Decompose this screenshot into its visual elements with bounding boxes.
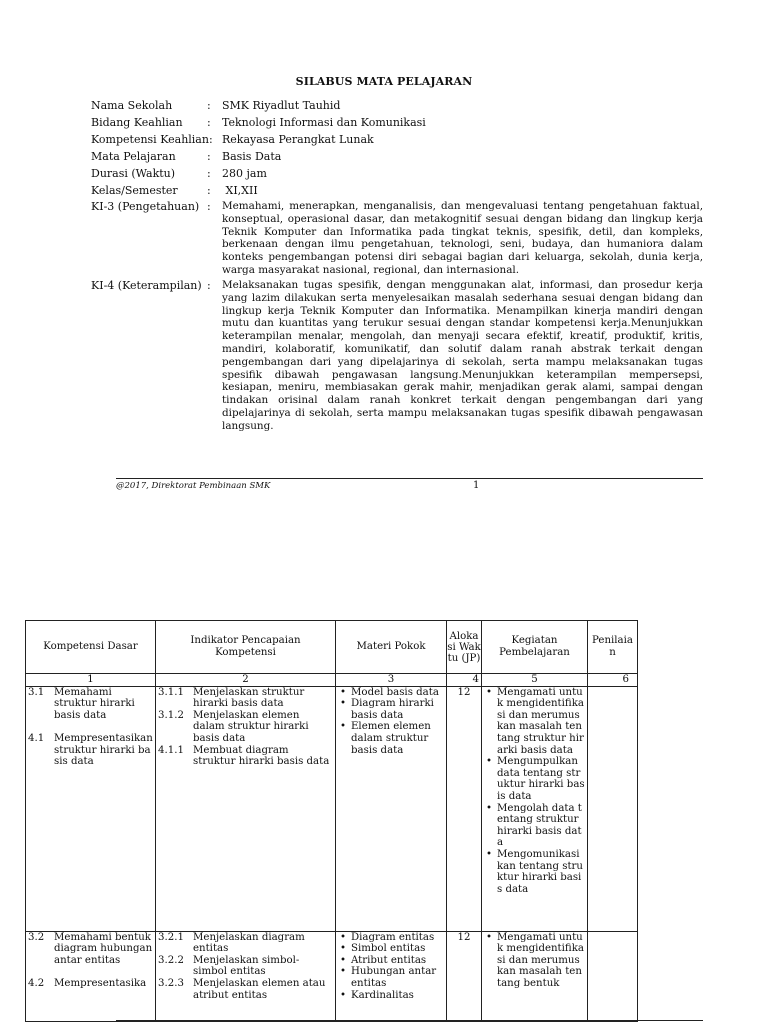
indikator-text: Menjelaskan struktur hirarki basis data [193, 686, 305, 710]
syllabus-table [25, 620, 638, 1022]
meta-value: Teknologi Informasi dan Komunikasi [222, 116, 426, 129]
footer-divider [116, 478, 703, 479]
indikator-number: 3.1.1 [158, 686, 184, 698]
alokasi-cell: 12 [447, 686, 482, 931]
kegiatan-cell [482, 931, 588, 1021]
materi-item: • Model basis data [338, 687, 444, 699]
meta-label: Bidang Keahlian [91, 116, 183, 129]
column-number: 2 [156, 674, 336, 687]
kd-number: 4.1 [28, 732, 45, 744]
header-materi-pokok: Materi Pokok [336, 621, 447, 674]
kd-number: 3.2 [28, 931, 45, 943]
materi-item: • Elemen elemen dalam struktur basis data [338, 721, 444, 756]
column-number: 6 [588, 674, 638, 687]
table-row [26, 686, 638, 931]
table-column-number-row [26, 674, 638, 687]
meta-label: Nama Sekolah [91, 99, 173, 112]
indikator-item [158, 710, 333, 745]
indikator-item [158, 687, 333, 710]
meta-separator: : [209, 133, 213, 146]
ki4-label: KI-4 (Keterampilan) [91, 279, 202, 292]
column-number: 1 [26, 674, 156, 687]
bottom-footer-divider [116, 1020, 703, 1021]
meta-separator: : [207, 150, 211, 163]
meta-separator: : [207, 116, 211, 129]
ki4-separator: : [207, 279, 211, 292]
penilaian-cell [588, 931, 638, 1021]
indikator-text: Membuat diagram struktur hirarki basis data [193, 744, 330, 768]
column-number: 4 [447, 674, 482, 687]
meta-separator: : [207, 99, 211, 112]
meta-separator: : [207, 167, 211, 180]
kd-item [28, 932, 153, 967]
page-number: 1 [473, 480, 480, 491]
meta-separator: : [207, 184, 211, 197]
table-row [26, 931, 638, 1021]
column-number: 3 [336, 674, 447, 687]
ki3-text: Memahami, menerapkan, menganalisis, dan mengevaluasi tentang pengetahuan faktual, konseptual, operasional dasar, dan metakognitif sesuai dengan bidang dan lingkup kerja Teknik Komputer dan Informatika pada tingkat teknis, spesifik, detil, dan kompleks, berkenaan dengan ilmu pengetahuan, teknologi, seni, budaya, dan humaniora dalam konteks pengembangan potensi diri sebagai bagian dari keluarga, sekolah, dunia kerja, warga masyarakat nasional, regional, dan internasional. [222, 200, 703, 276]
indikator-item [158, 978, 333, 1001]
indikator-item [158, 932, 333, 955]
indikator-text: Menjelaskan elemen dalam struktur hirarki basis data [193, 709, 309, 744]
materi-cell [336, 931, 447, 1021]
footer-text: @2017, Direktorat Pembinaan SMK [116, 481, 271, 491]
materi-item: • Hubungan antar entitas [338, 966, 444, 989]
header-alokasi-waktu: Alokasi Waktu (JP) [447, 621, 482, 674]
ki3-separator: : [207, 200, 211, 213]
kd-item [28, 733, 153, 768]
kegiatan-cell [482, 686, 588, 931]
indikator-cell [156, 931, 336, 1021]
kd-text: Memahami bentuk diagram hubungan antar entitas [54, 931, 153, 966]
indikator-number: 3.2.3 [158, 977, 184, 989]
materi-item: • Atribut entitas [338, 955, 444, 967]
kd-text: Memahami struktur hirarki basis data [54, 686, 135, 721]
indikator-item [158, 745, 333, 768]
kd-number: 4.2 [28, 977, 45, 989]
meta-value: SMK Riyadlut Tauhid [222, 99, 341, 112]
column-number: 5 [482, 674, 588, 687]
ki3-label: KI-3 (Pengetahuan) [91, 200, 200, 213]
penilaian-cell [588, 686, 638, 931]
meta-value: Basis Data [222, 150, 282, 163]
header-kompetensi-dasar: Kompetensi Dasar [26, 621, 156, 674]
kd-number: 3.1 [28, 686, 45, 698]
meta-label: Kelas/Semester [91, 184, 178, 197]
indikator-number: 3.2.2 [158, 954, 184, 966]
meta-value: XI,XII [222, 184, 258, 197]
indikator-text: Menjelaskan simbol-simbol entitas [193, 954, 300, 978]
header-kegiatan: Kegiatan Pembelajaran [482, 621, 588, 674]
header-penilaian: Penilaian [588, 621, 638, 674]
kegiatan-item: • Mengamati untuk mengidentifikasi dan merumuskan masalah tentang struktur hirarki basis data [484, 687, 585, 757]
kd-cell [26, 686, 156, 931]
meta-label: Kompetensi Keahlian [91, 133, 209, 146]
kd-item [28, 978, 153, 990]
page-title: SILABUS MATA PELAJARAN [295, 75, 473, 88]
indikator-item [158, 955, 333, 978]
kegiatan-item: • Mengomunikasikan tentang struktur hirarki basis data [484, 849, 585, 895]
kd-text: Mempresentasikan struktur hirarki basis data [54, 732, 153, 768]
indikator-number: 3.2.1 [158, 931, 184, 943]
indikator-number: 3.1.2 [158, 709, 184, 721]
materi-item: • Diagram hirarki basis data [338, 698, 444, 721]
materi-item: • Kardinalitas [338, 990, 444, 1002]
kegiatan-item: • Mengumpulkan data tentang struktur hirarki basis data [484, 756, 585, 802]
materi-item: • Diagram entitas [338, 932, 444, 944]
indikator-cell [156, 686, 336, 931]
indikator-text: Menjelaskan diagram entitas [193, 931, 305, 955]
meta-label: Durasi (Waktu) [91, 167, 176, 180]
kd-cell [26, 931, 156, 1021]
meta-label: Mata Pelajaran [91, 150, 176, 163]
kd-item [28, 687, 153, 722]
meta-value: Rekayasa Perangkat Lunak [222, 133, 374, 146]
alokasi-cell: 12 [447, 931, 482, 1021]
table-header-row [26, 621, 638, 674]
header-indikator: Indikator Pencapaian Kompetensi [156, 621, 336, 674]
indikator-text: Menjelaskan elemen atau atribut entitas [193, 977, 326, 1001]
materi-cell [336, 686, 447, 931]
kd-text: Mempresentasika [54, 977, 147, 989]
materi-item: • Simbol entitas [338, 943, 444, 955]
ki4-text: Melaksanakan tugas spesifik, dengan menggunakan alat, informasi, dan prosedur kerja yang lazim dilakukan serta menyelesaikan masalah sederhana sesuai dengan bidang dan lingkup kerja Teknik Komputer dan Informatika. Menampilkan kinerja mandiri dengan mutu dan kuantitas yang terukur sesuai dengan standar kompetensi kerja.Menunjukkan keterampilan menalar, mengolah, dan menyaji secara efektif, kreatif, produktif, kritis, mandiri, kolaboratif, komunikatif, dan solutif dalam ranah abstrak terkait dengan pengembangan dari yang dipelajarinya di sekolah, serta mampu melaksanakan tugas spesifik dibawah pengawasan langsung.Menunjukkan keterampilan mempersepsi, kesiapan, meniru, membiasakan gerak mahir, menjadikan gerak alami, sampai dengan tindakan orisinal dalam ranah konkret terkait dengan pengembangan dari yang dipelajarinya di sekolah, serta mampu melaksanakan tugas spesifik dibawah pengawasan langsung. [222, 279, 703, 432]
kegiatan-item: • Mengolah data tentang struktur hirarki basis data [484, 803, 585, 849]
indikator-number: 4.1.1 [158, 744, 184, 756]
kegiatan-item: • Mengamati untuk mengidentifikasi dan merumuskan masalah tentang bentuk [484, 932, 585, 990]
meta-value: 280 jam [222, 167, 267, 180]
